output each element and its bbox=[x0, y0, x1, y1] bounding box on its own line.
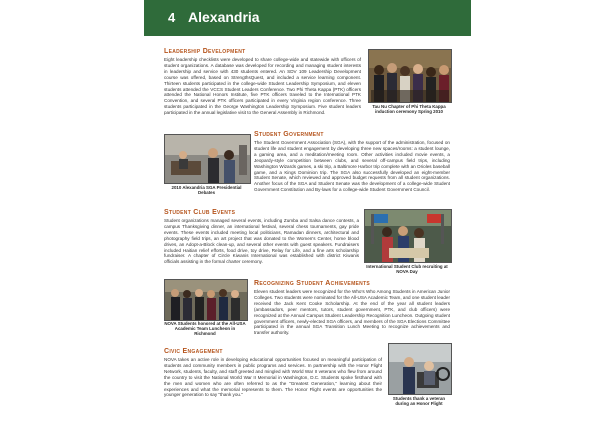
honor-flight-caption: Students thank a veteran during an Honor Flight bbox=[392, 396, 446, 407]
ptk-induction-caption: Tau Nu Chapter of Phi Theta Kappa induction ceremony Spring 2010 bbox=[372, 104, 446, 115]
government-body: The Student Government Association (SGA), with the support of the administration, focused on student life and student engagement by developing three new spaces/rooms: a student lounge, a gaming area, and a meditation/meeting room. Other activities included movie events, a Jeopardy-style competition between clubs, and several off-campus field trips, including Washington Wizards games, a ski trip, a Baltimore Harbor trip complete with an Orioles baseball game, and a Kings Dominion trip. The SGA also successfully developed an eight-member Student Senate, which reviewed and approved budget requests from all student organizations. Another focus of the SGA and Student Senate was the development of a college-wide Student Government Constitution and By-laws for a college-wide Student Government Council. bbox=[254, 140, 450, 193]
leadership-heading: Leadership Development bbox=[164, 48, 246, 55]
page-header bbox=[144, 0, 471, 36]
civic-heading: Civic Engagement bbox=[164, 348, 223, 355]
leadership-body: Eight leadership checklists were developed to share college-wide and statewide with officers of student organizations. A database was developed for recording and managing student interests in leadership and service with 430 students entered. An SDV 109 Leadership Development course was offered, based on StrengthsQuest, and included a service learning component. Thirteen students participated in the college-wide Student Leadership Symposium, and eleven students attended the VCCS Student Leaders Conference. Two Phi Theta Kappa (PTK) officers attended the National Honors Institute, five PTK officers traveled to the International PTK Convention, and several PTK officers participated in every Virginia region conference. Three students participated in the George Washington Leadership Symposium. Five student leaders participated in the annual legislative visit to the General Assembly in Richmond. bbox=[164, 57, 361, 116]
all-usa-luncheon-caption: NOVA Students honored at the All-USA Academic Team Luncheon in Richmond bbox=[164, 321, 246, 337]
clubs-body: Student organizations managed several events, including Zumba and Salsa dance contests, a campus Thanksgiving dinner, an international festival, several chess tournaments, gay pride events. These events included meeting local politicians, Ramadan dinners, architectural and photography field trips, an art project that was donated to the Women's Center, home blood drives, an Adopt-a-Block clean-up, and several other events with guest speakers. Fundraisers included Haitian relief efforts, food drive, toy drive, Relay for Life, and a fine arts scholarship fundraiser. A chapter of Circle Kiwanis International was established with district Kiwanis officials assisting in the formal charter ceremony. bbox=[164, 218, 359, 265]
international-club-caption: International Student Club recruiting at NOVA Day bbox=[366, 264, 448, 275]
page-number: 4 bbox=[168, 10, 176, 25]
page-title: Alexandria bbox=[188, 9, 260, 25]
ptk-induction-photo bbox=[368, 49, 452, 103]
all-usa-luncheon-photo bbox=[164, 279, 248, 321]
government-heading: Student Government bbox=[254, 131, 324, 138]
international-club-photo bbox=[364, 209, 452, 263]
sga-debates-caption: 2010 Alexandria SGA Presidential Debates bbox=[171, 185, 242, 196]
achievements-heading: Recognizing Student Achievements bbox=[254, 280, 371, 287]
civic-body: NOVA takes an active role in developing educational opportunities focused on meaningful participation of students and community members in public programs and services. In partnership with the Honor Flight Network, students, faculty, and staff greeted and mingled with World War II veterans who flew from around the country to visit the National World War II Memorial in Washington, D.C. Students spoke firsthand with the men and women who are often referred to as the "Greatest Generation," learning about their experiences and what the memorial represents to them. The Honor Flight events are opportunities the younger generation to say "thank you." bbox=[164, 357, 382, 398]
clubs-heading: Student Club Events bbox=[164, 209, 236, 216]
achievements-body: Eleven student leaders were recognized for the Who's Who Among Students in American Junior Colleges. Two students were nominated for the All-USA Academic Team, and one student leader received the Jack Kent Cooke Scholarship. At the end of the year all student leaders (ambassadors, peer mentors, tutors, student government, PTK, and club officers) were recognized at the Annual Campus Student Leadership Recognition Luncheon. Outgoing student government officers, newly-elected SGA officers, and members of the SGA Elections Committee participated in the annual SGA Transition Lunch Meeting to recognize achievements and transfer authority. bbox=[254, 289, 450, 336]
honor-flight-photo bbox=[388, 343, 452, 395]
sga-debates-photo bbox=[164, 134, 251, 184]
